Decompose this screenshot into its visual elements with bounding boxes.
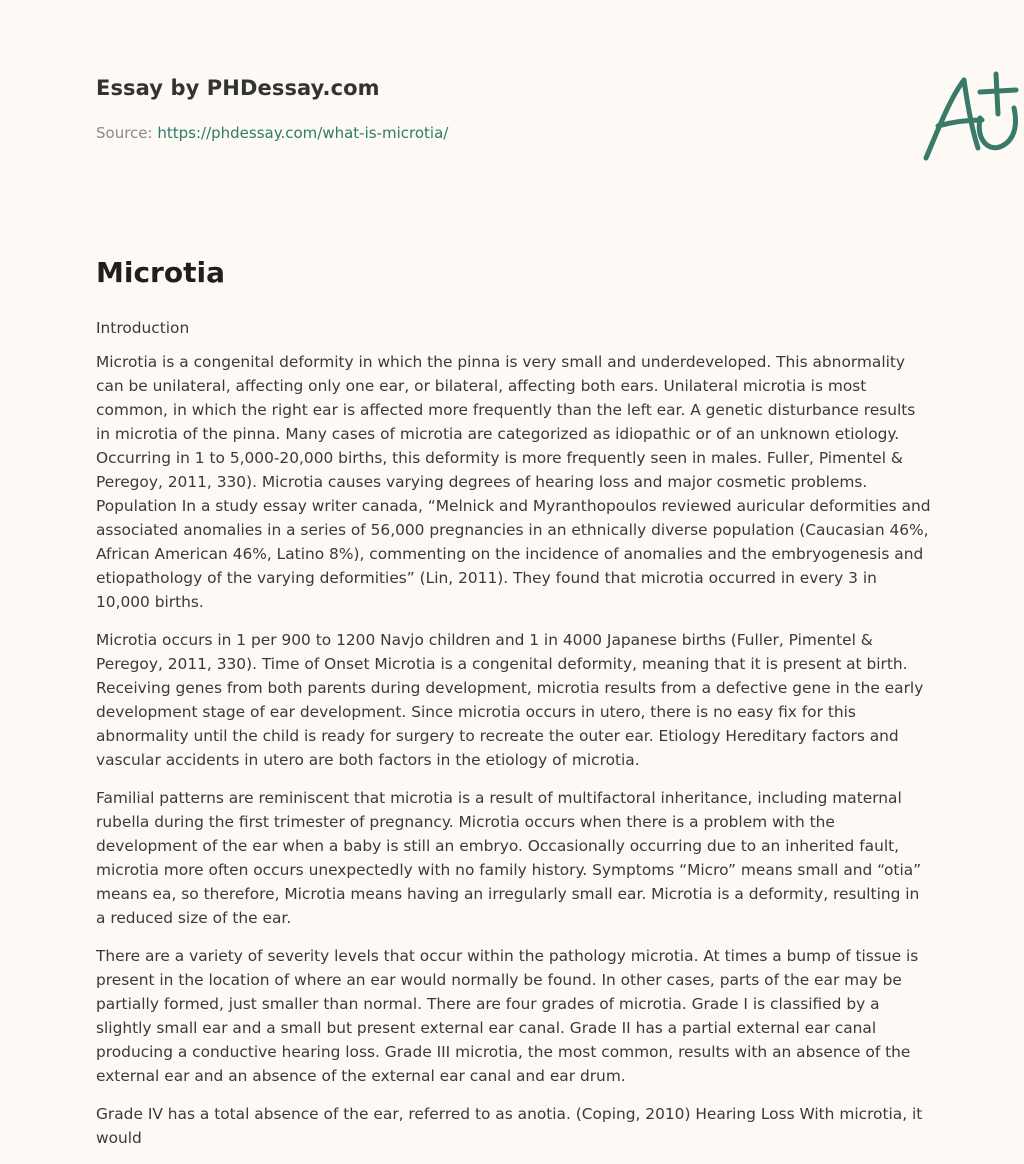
- paragraph: Microtia is a congenital deformity in which the pinna is very small and underdeveloped. This abnormality can be unilateral, affecting only one ear, or bilateral, affecting both ears. Unilateral microtia is most common, in which the right ear is affected more frequently than the left ear. A genetic disturbance results in microtia of the pinna. Many cases of microtia are categorized as idiopathic or of an unknown etiology. Occurring in 1 to 5,000-20,000 births, this deformity is more frequently seen in males. Fuller, Pimentel & Peregoy, 2011, 330). Microtia causes varying degrees of hearing loss and major cosmetic problems. Population In a study essay writer canada, “Melnick and Myranthopoulos reviewed auricular deformities and associated anomalies in a series of 56,000 pregnancies in an ethnically diverse population (Caucasian 46%, African American 46%, Latino 8%), commenting on the incidence of anomalies and the embryogenesis and etiopathology of the varying deformities” (Lin, 2011). They found that microtia occurred in every 3 in 10,000 births.: [96, 353, 931, 611]
- paragraph: There are a variety of severity levels that occur within the pathology microtia. At times a bump of tissue is present in the location of where an ear would normally be found. In other cases, parts of the ear may be partially formed, just smaller than normal. There are four grades of microtia. Grade I is classified by a slightly small ear and a small but present external ear canal. Grade II has a partial external ear canal producing a conductive hearing loss. Grade III microtia, the most common, results with an absence of the external ear and an absence of the external ear canal and ear drum.: [96, 947, 919, 1085]
- source-line: [96, 124, 448, 142]
- paragraph-introduction: Introduction: [96, 319, 190, 337]
- paragraph: Familial patterns are reminiscent that microtia is a result of multifactoral inheritance, including maternal rubella during the first trimester of pregnancy. Microtia occurs when there is a problem with the development of the ear when a baby is still an embryo. Occasionally occurring due to an inherited fault, microtia more often occurs unexpectedly with no family history. Symptoms “Micro” means small and “otia” means ea, so therefore, Microtia means having an irregularly small ear. Microtia is a deformity, resulting in a reduced size of the ear.: [96, 789, 922, 927]
- a-plus-logo-icon: [916, 68, 1024, 164]
- article-title: Microtia: [96, 256, 225, 289]
- source-label: Source:: [96, 124, 153, 142]
- paragraph: Microtia occurs in 1 per 900 to 1200 Navjo children and 1 in 4000 Japanese births (Fuller, Pimentel & Peregoy, 2011, 330). Time of Onset Microtia is a congenital deformity, meaning that it is present at birth. Receiving genes from both parents during development, microtia results from a defective gene in the early development stage of ear development. Since microtia occurs in utero, there is no easy fix for this abnormality until the child is ready for surgery to recreate the outer ear. Etiology Hereditary factors and vascular accidents in utero are both factors in the etiology of microtia.: [96, 631, 924, 769]
- paragraph: Grade IV has a total absence of the ear, referred to as anotia. (Coping, 2010) Hearing Loss With microtia, it would: [96, 1105, 923, 1147]
- site-brand: Essay by PHDessay.com: [96, 76, 380, 100]
- source-link[interactable]: https://phdessay.com/what-is-microtia/: [157, 124, 449, 142]
- article-body: [96, 316, 932, 1164]
